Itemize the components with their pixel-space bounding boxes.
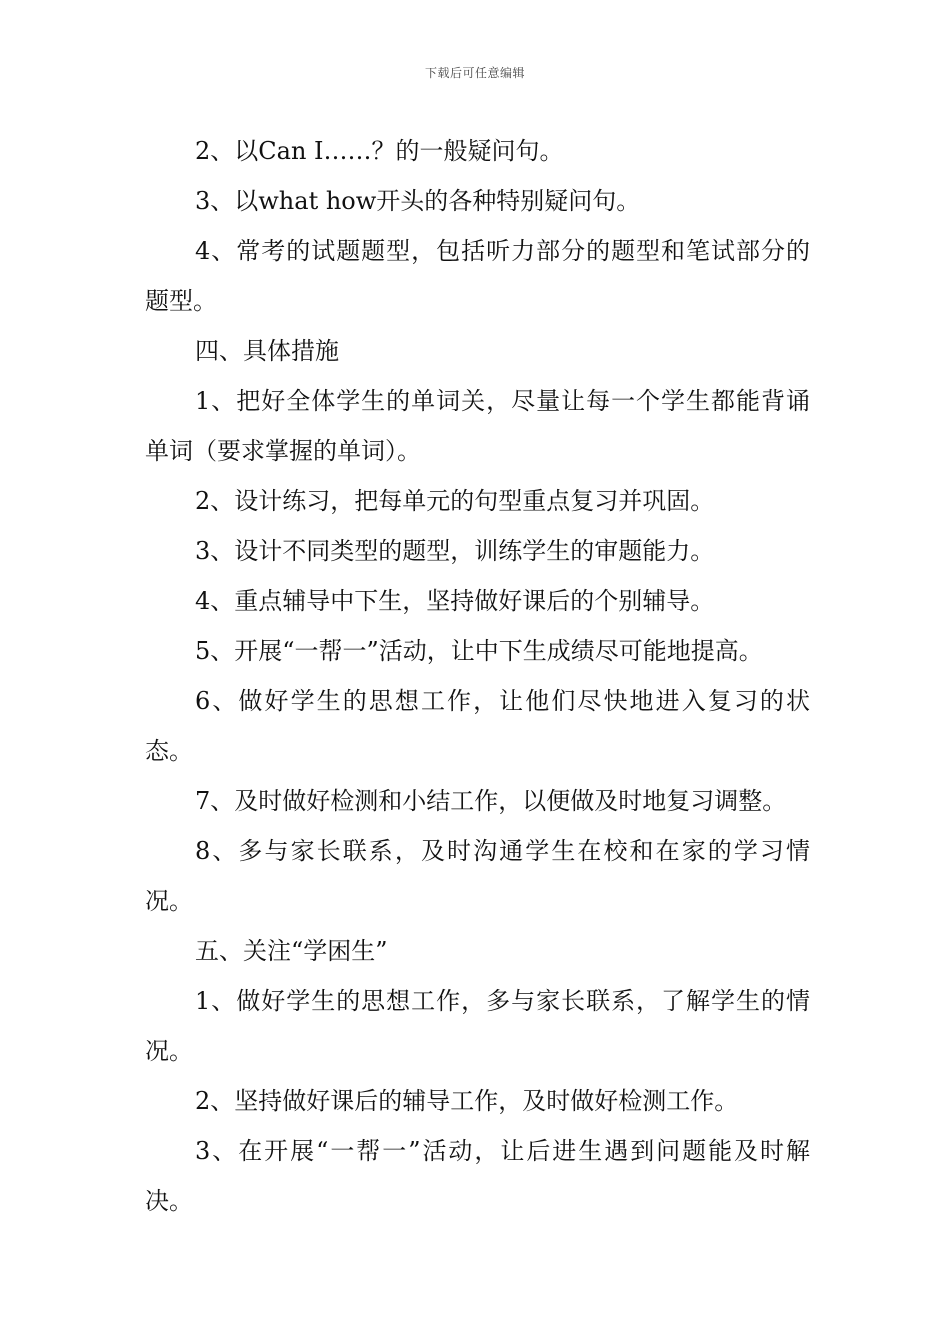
paragraph: 1、做好学生的思想工作，多与家长联系，了解学生的情况。 bbox=[145, 987, 810, 1065]
paragraph: 2、坚持做好课后的辅导工作，及时做好检测工作。 bbox=[195, 1087, 739, 1115]
paragraph: 7、及时做好检测和小结工作，以便做及时地复习调整。 bbox=[195, 787, 787, 815]
paragraph: 4、重点辅导中下生，坚持做好课后的个别辅导。 bbox=[195, 587, 715, 615]
paragraph: 6、做好学生的思想工作，让他们尽快地进入复习的状态。 bbox=[145, 687, 810, 765]
section-heading: 五、关注“学困生” bbox=[195, 937, 388, 965]
paragraph: 2、设计练习，把每单元的句型重点复习并巩固。 bbox=[195, 487, 715, 515]
page-header: 下载后可任意编辑 bbox=[424, 66, 525, 80]
section-heading: 四、具体措施 bbox=[195, 337, 339, 365]
paragraph: 3、以what how开头的各种特别疑问句。 bbox=[195, 187, 641, 215]
paragraph: 5、开展“一帮一”活动，让中下生成绩尽可能地提高。 bbox=[195, 637, 763, 665]
paragraph: 3、设计不同类型的题型，训练学生的审题能力。 bbox=[195, 537, 715, 565]
document-body bbox=[145, 126, 810, 1226]
paragraph: 2、以Can I……？的一般疑问句。 bbox=[195, 137, 564, 165]
paragraph: 3、在开展“一帮一”活动，让后进生遇到问题能及时解决。 bbox=[145, 1137, 810, 1215]
paragraph: 1、把好全体学生的单词关，尽量让每一个学生都能背诵单词（要求掌握的单词）。 bbox=[145, 387, 810, 465]
paragraph: 4、常考的试题题型，包括听力部分的题型和笔试部分的题型。 bbox=[145, 237, 810, 315]
paragraph: 8、多与家长联系，及时沟通学生在校和在家的学习情况。 bbox=[145, 837, 810, 915]
